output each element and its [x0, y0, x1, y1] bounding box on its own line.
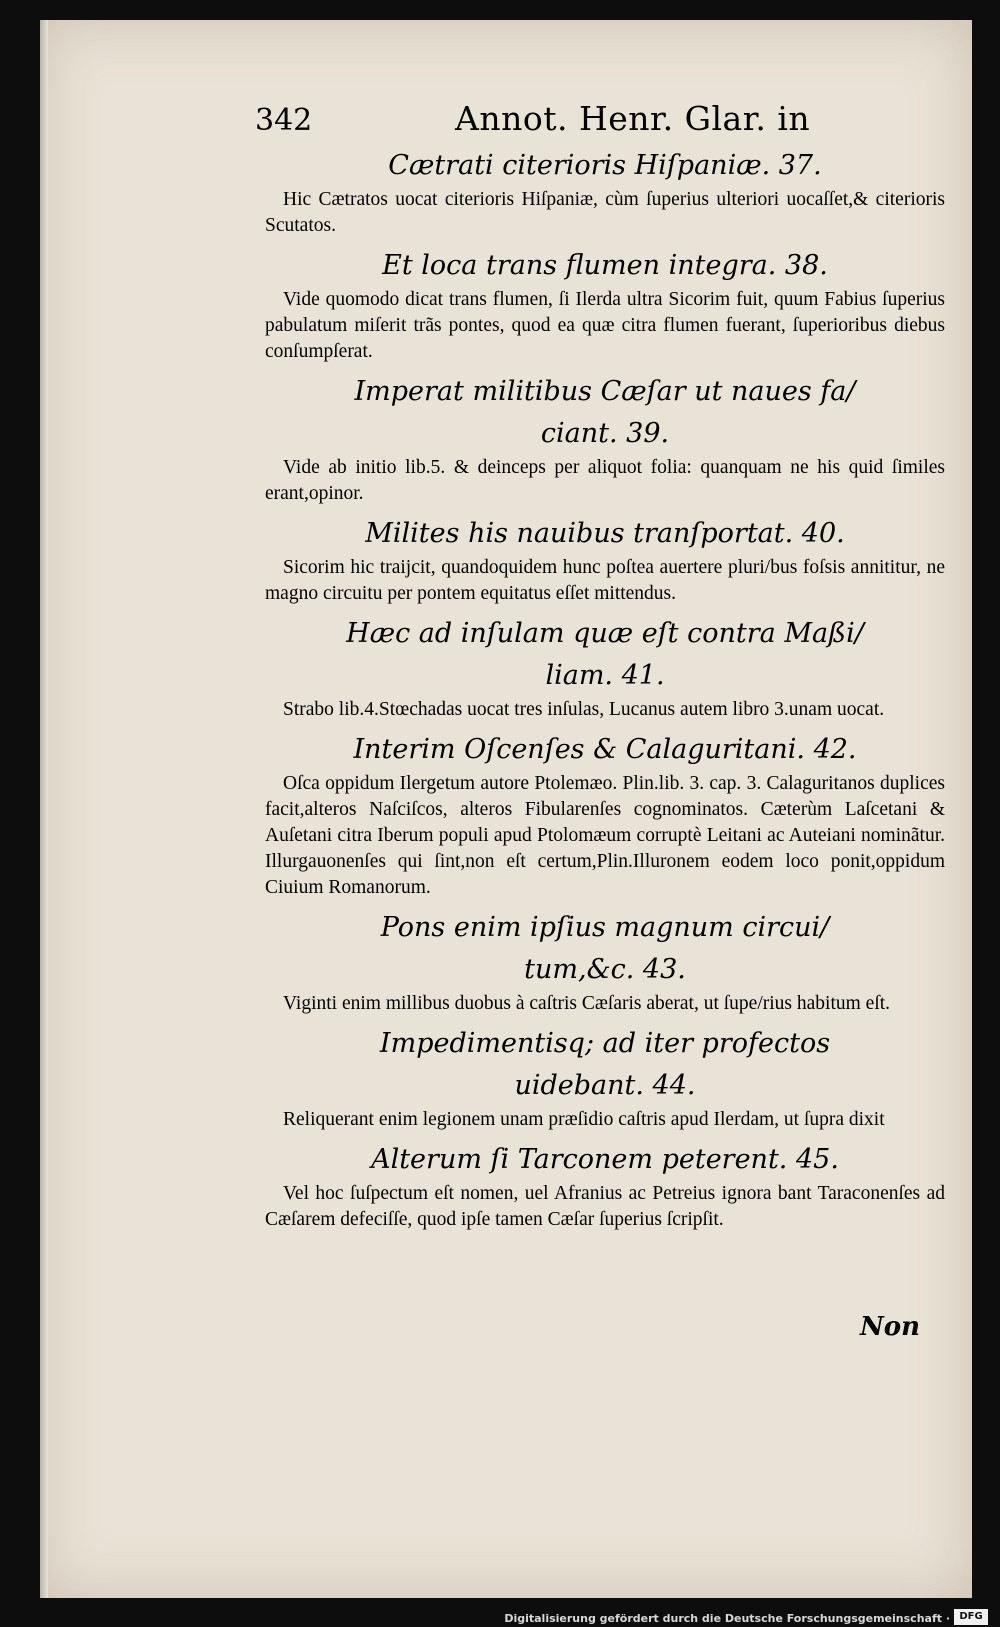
- commentary-paragraph: Vide ab initio lib.5. & deinceps per aliquot folia: quanquam ne his quid ſimiles erant,opinor.: [265, 457, 945, 504]
- lemma-heading: Cætrati citerioris Hiſpaniæ. 37.: [388, 150, 822, 181]
- entry: [265, 907, 945, 1017]
- lemma-heading: Imperat militibus Cæſar ut naues fa/ ciant. 39.: [354, 376, 856, 449]
- commentary-paragraph: Reliquerant enim legionem unam præſidio caſtris apud Ilerdam, ut ſupra dixit: [283, 1109, 885, 1130]
- running-title: Annot. Henr. Glar. in: [455, 99, 811, 138]
- commentary-paragraph: Strabo lib.4.Stœchadas uocat tres inſulas, Lucanus autem libro 3.unam uocat.: [283, 699, 885, 720]
- entry: [265, 145, 945, 239]
- entry: [265, 245, 945, 365]
- page-body: [265, 145, 945, 1239]
- commentary-paragraph: Hic Cætratos uocat citerioris Hiſpaniæ, cùm ſuperius ulteriori uocaſſet,& citerioris Scutatos.: [265, 189, 945, 236]
- commentary-paragraph: Vide quomodo dicat trans flumen, ſi Ilerda ultra Sicorim fuit, quum Fabius ſuperius pabulatum miſerit trãs pontes, quod ea quæ citra flumen fuerant, ſuperioribus diebus conſumpſerat.: [265, 289, 945, 362]
- digitization-credit: Digitalisierung gefördert durch die Deutsche Forschungsgemeinschaft ·: [504, 1612, 950, 1625]
- entry: [265, 729, 945, 901]
- entry: [265, 1139, 945, 1233]
- lemma-heading: Milites his nauibus tranſportat. 40.: [365, 518, 845, 549]
- entry: [265, 371, 945, 507]
- lemma-heading: Impedimentisq; ad iter profectos uidebant. 44.: [379, 1028, 831, 1101]
- page-header: [255, 95, 815, 145]
- page-gutter-shadow: [40, 20, 48, 1598]
- lemma-heading: Pons enim ipſius magnum circui/ tum,&c. 43.: [380, 912, 830, 985]
- commentary-paragraph: Vel hoc ſuſpectum eſt nomen, uel Afranius ac Petreius ignora bant Taraconenſes ad Cæſarem defeciſſe, quod ipſe tamen Cæſar ſuperius ſcripſit.: [265, 1183, 945, 1230]
- folio-number: 342: [255, 103, 313, 138]
- lemma-heading: Et loca trans flumen integra. 38.: [382, 250, 828, 281]
- catchword: Non: [860, 1312, 921, 1342]
- entry: [265, 513, 945, 607]
- entry: [265, 1023, 945, 1133]
- dfg-logo: DFG: [954, 1609, 988, 1625]
- entry: [265, 613, 945, 723]
- lemma-heading: Hæc ad inſulam quæ eſt contra Maßi/ liam. 41.: [346, 618, 864, 691]
- commentary-paragraph: Viginti enim millibus duobus à caſtris Cæſaris aberat, ut ſupe/rius habitum eſt.: [283, 993, 891, 1014]
- lemma-heading: Alterum ſi Tarconem peterent. 45.: [371, 1144, 839, 1175]
- lemma-heading: Interim Oſcenſes & Calaguritani. 42.: [353, 734, 857, 765]
- commentary-paragraph: Sicorim hic traijcit, quandoquidem hunc poſtea auertere pluri/bus foſsis annititur, ne magno circuitu per pontem equitatus eſſet mittendus.: [265, 557, 945, 604]
- commentary-paragraph: Oſca oppidum Ilergetum autore Ptolemæo. Plin.lib. 3. cap. 3. Calaguritanos duplices facit,alteros Naſciſcos, alteros Fibularenſes cognominatos. Cæterùm Laſcetani & Auſetani citra Iberum populi apud Ptolomæum corruptè Leitani ac Auteiani nominãtur. Illurgauonenſes qui ſint,non eſt certum,Plin.Illuronem eodem loco ponit,oppidum Ciuium Romanorum.: [265, 773, 945, 898]
